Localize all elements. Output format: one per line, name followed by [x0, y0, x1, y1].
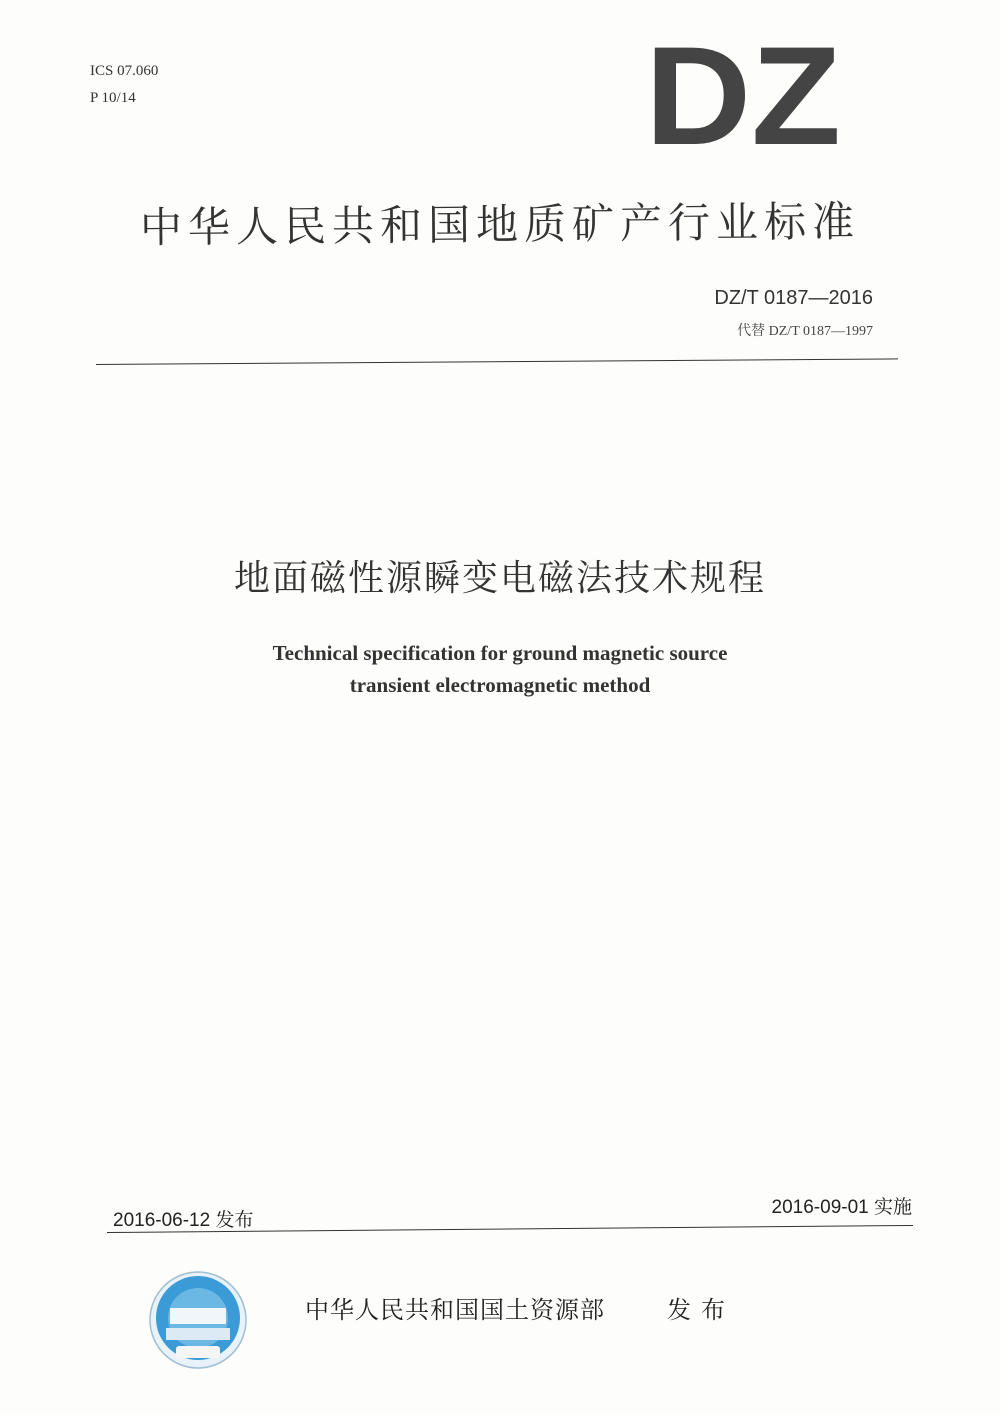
standard-number: DZ/T 0187—2016	[714, 287, 873, 309]
standard-category-title: 中华人民共和国地质矿产行业标准	[139, 196, 861, 253]
english-title-line-1: Technical specification for ground magnetic source	[272, 641, 728, 665]
dz-logo	[643, 40, 843, 152]
issue-date: 2016-06-12 发布	[113, 1210, 254, 1231]
publisher-name: 中华人民共和国国土资源部	[305, 1296, 605, 1324]
english-title-line-2: transient electromagnetic method	[349, 673, 651, 697]
publish-word: 发布	[667, 1296, 735, 1324]
classification-codes	[90, 58, 158, 112]
english-title	[0, 637, 1000, 701]
anti-counterfeit-seal	[148, 1270, 248, 1370]
dz-logo-text: DZ	[645, 40, 841, 152]
implementation-date: 2016-09-01 实施	[771, 1197, 912, 1218]
chinese-title: 地面磁性源瞬变电磁法技术规程	[233, 558, 766, 599]
ics-code: ICS 07.060	[90, 63, 159, 79]
header-rule	[96, 358, 898, 365]
replaces-standard: 代替 DZ/T 0187—1997	[737, 324, 873, 339]
ccs-code: P 10/14	[90, 90, 136, 106]
